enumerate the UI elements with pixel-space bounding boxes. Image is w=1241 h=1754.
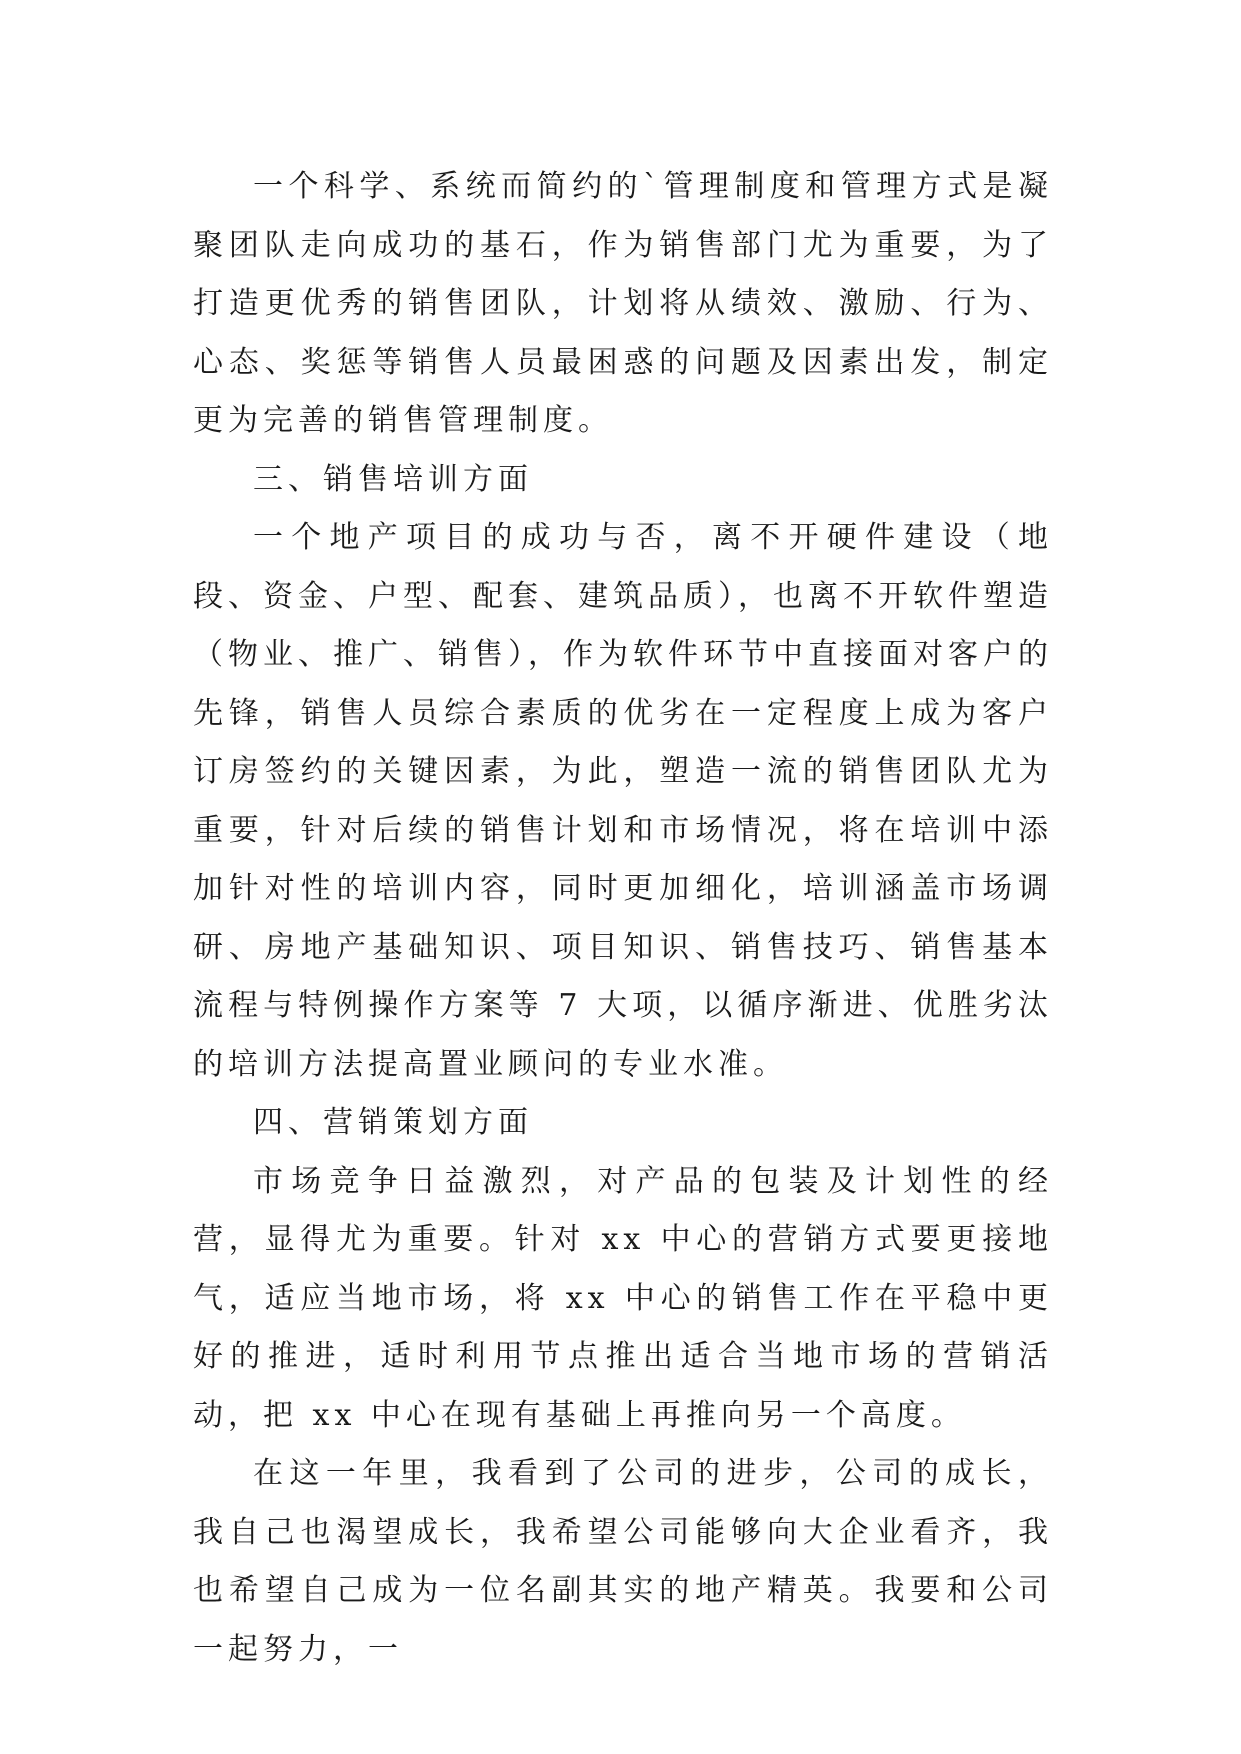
- paragraph-personal-reflection: 在这一年里，我看到了公司的进步，公司的成长，我自己也渴望成长，我希望公司能够向大企业看齐，我也希望自己成为一位名副其实的地产精英。我要和公司一起努力，一: [193, 1456, 1053, 1667]
- paragraph-marketing-planning: 市场竞争日益激烈，对产品的包装及计划性的经营，显得尤为重要。针对 xx 中心的营销方式要更接地气，适应当地市场，将 xx 中心的销售工作在平稳中更好的推进，适时利用节点推出适合当地市场的营销活动，把 xx 中心在现有基础上再推向另一个高度。: [193, 1163, 1053, 1433]
- section-heading-marketing-planning: 四、营销策划方面: [253, 1105, 533, 1140]
- paragraph-management-system: 一个科学、系统而简约的`管理制度和管理方式是凝聚团队走向成功的基石，作为销售部门尤为重要，为了打造更优秀的销售团队，计划将从绩效、激励、行为、心态、奖惩等销售人员最困惑的问题及因素出发，制定更为完善的销售管理制度。: [193, 169, 1053, 438]
- section-heading-sales-training: 三、销售培训方面: [253, 461, 533, 497]
- paragraph-sales-training: 一个地产项目的成功与否，离不开硬件建设（地段、资金、户型、配套、建筑品质），也离不开软件塑造（物业、推广、销售），作为软件环节中直接面对客户的先锋，销售人员综合素质的优劣在一定程度上成为客户订房签约的关键因素，为此，塑造一流的销售团队尤为重要，针对后续的销售计划和市场情况，将在培训中添加针对性的培训内容，同时更加细化，培训涵盖市场调研、房地产基础知识、项目知识、销售技巧、销售基本流程与特例操作方案等 7 大项，以循序渐进、优胜劣汰的培训方法提高置业顾问的专业水准。: [193, 520, 1053, 1082]
- document-body: [193, 158, 1053, 1679]
